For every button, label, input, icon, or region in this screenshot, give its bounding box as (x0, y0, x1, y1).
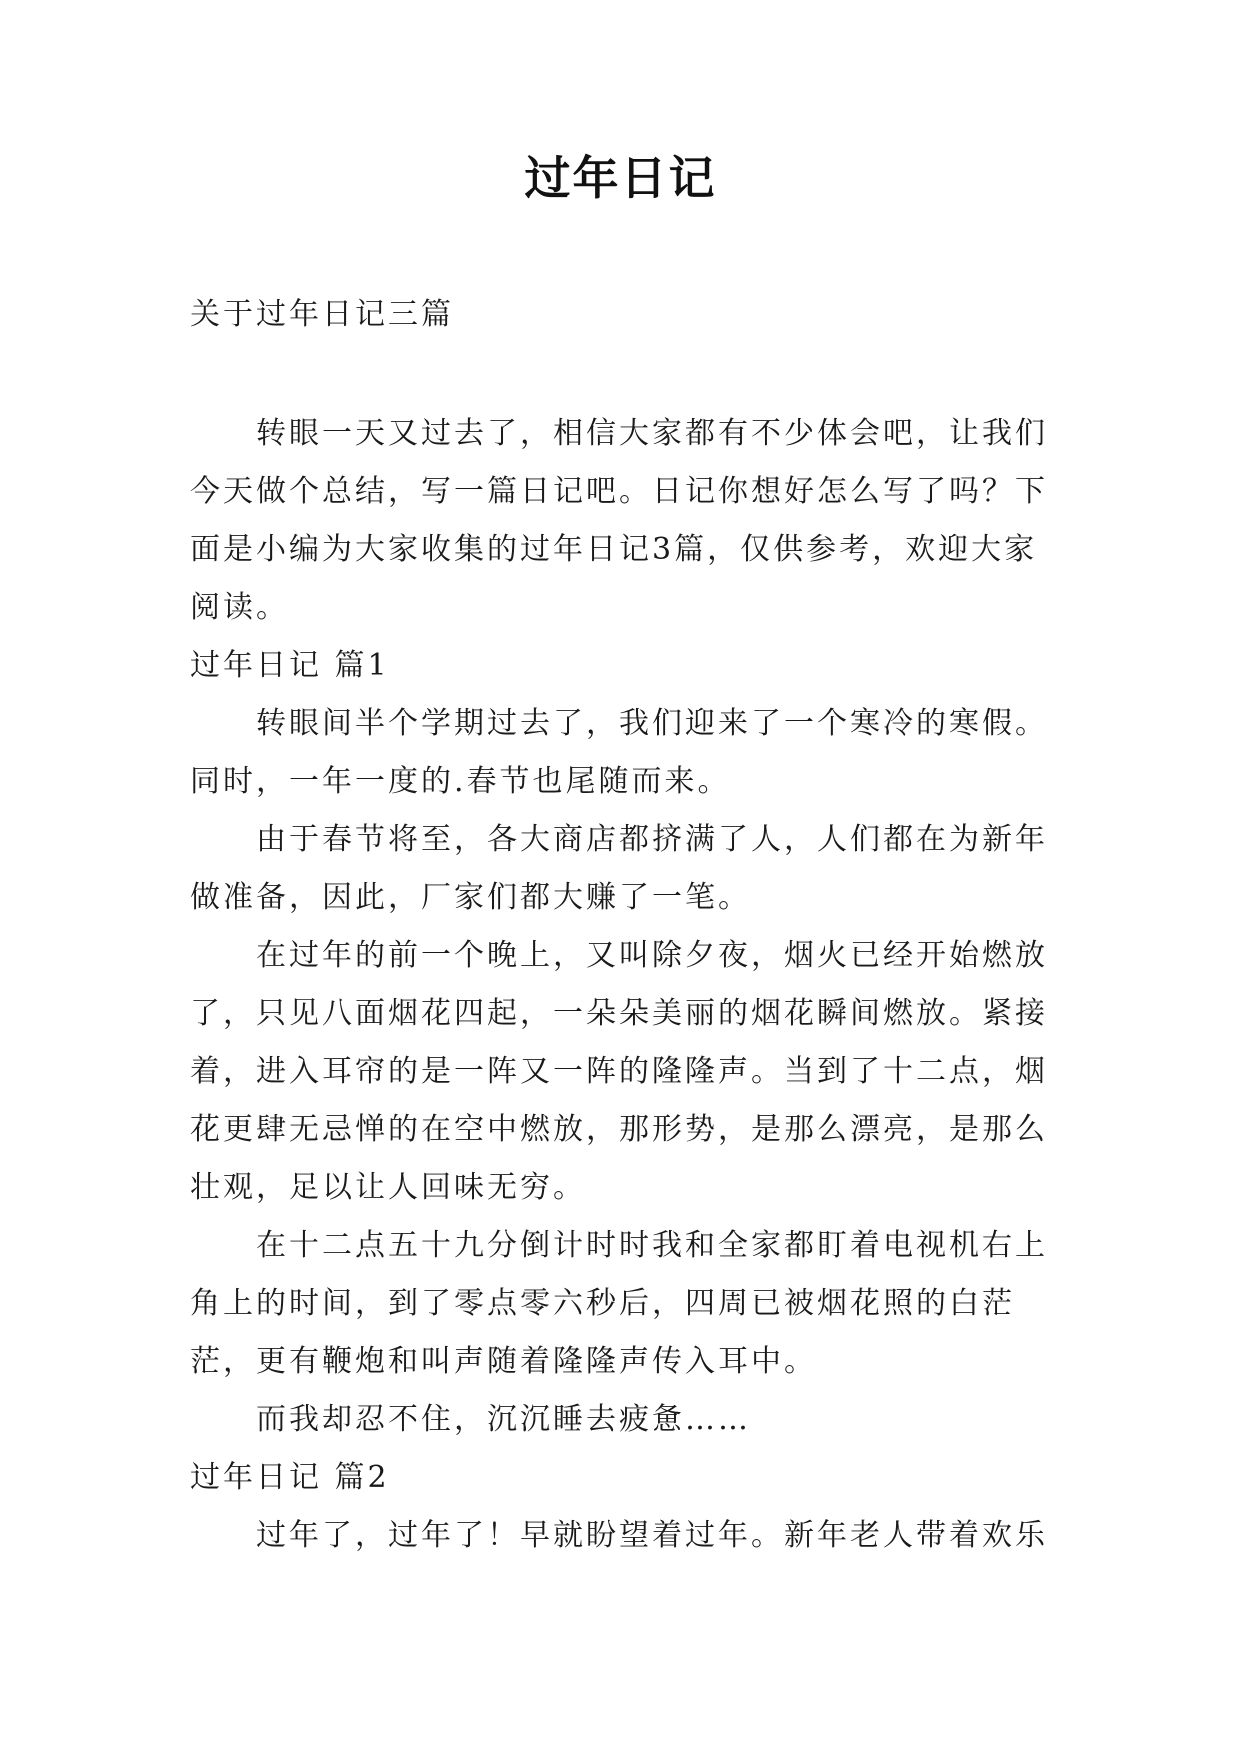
intro-paragraph: 转眼一天又过去了，相信大家都有不少体会吧，让我们今天做个总结，写一篇日记吧。日记你想好怎么写了吗？下面是小编为大家收集的过年日记3篇，仅供参考，欢迎大家阅读。 (190, 416, 1048, 625)
entry-1-paragraph: 由于春节将至，各大商店都挤满了人，人们都在为新年做准备，因此，厂家们都大赚了一笔。 (190, 822, 1048, 915)
document-subtitle: 关于过年日记三篇 (190, 297, 454, 332)
entry-1-heading: 过年日记 篇1 (190, 648, 390, 683)
entry-1-paragraph: 转眼间半个学期过去了，我们迎来了一个寒冷的寒假。同时，一年一度的.春节也尾随而来。 (190, 706, 1048, 799)
document-title: 过年日记 (524, 151, 717, 205)
entry-1-paragraph: 而我却忍不住，沉沉睡去疲惫…… (256, 1402, 751, 1437)
entry-2-heading: 过年日记 篇2 (190, 1460, 390, 1495)
entry-2-paragraph: 过年了，过年了！早就盼望着过年。新年老人带着欢乐 (256, 1518, 1048, 1553)
document-body (190, 405, 1060, 1565)
entry-1-paragraph: 在十二点五十九分倒计时时我和全家都盯着电视机右上角上的时间，到了零点零六秒后，四周已被烟花照的白茫茫，更有鞭炮和叫声随着隆隆声传入耳中。 (190, 1228, 1048, 1379)
entry-1-paragraph: 在过年的前一个晚上，又叫除夕夜，烟火已经开始燃放了，只见八面烟花四起，一朵朵美丽的烟花瞬间燃放。紧接着，进入耳帘的是一阵又一阵的隆隆声。当到了十二点，烟花更肆无忌惮的在空中燃放，那形势，是那么漂亮，是那么壮观，足以让人回味无穷。 (190, 938, 1048, 1205)
